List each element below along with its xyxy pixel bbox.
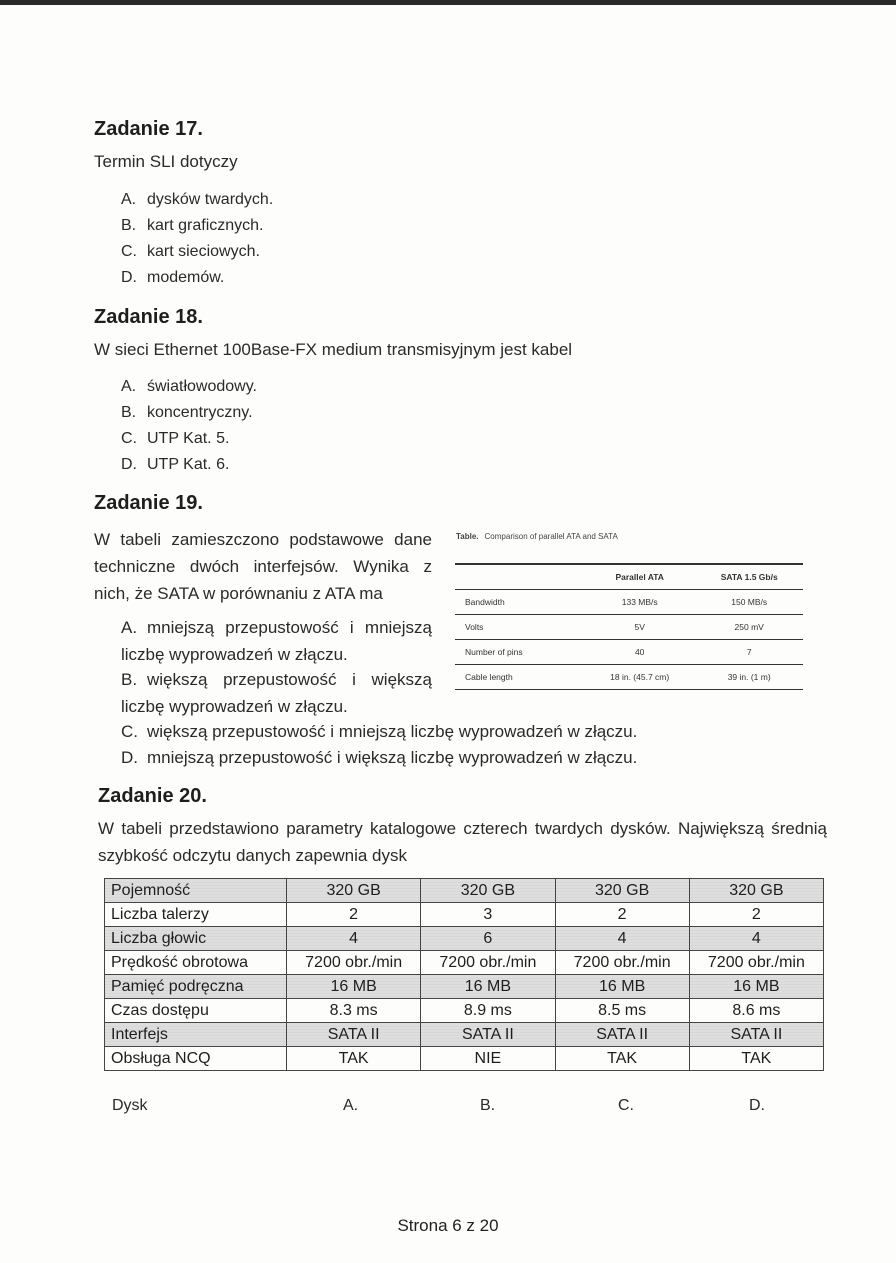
question-20-prompt: W tabeli przedstawiono parametry katalogowe czterech twardych dysków. Największą średnią szybkość odczytu danych zapewnia dysk <box>98 819 827 865</box>
top-border <box>0 0 896 5</box>
disk-parameters-table <box>104 878 824 1071</box>
question-18-prompt: W sieci Ethernet 100Base-FX medium transmisyjnym jest kabel <box>94 340 573 359</box>
option-a[interactable]: A. mniejszą przepustowość i mniejszą liczbę wyprowadzeń w złączu. <box>121 618 432 664</box>
table-row: Czas dostępu 8.3 ms 8.9 ms 8.5 ms 8.6 ms <box>105 999 824 1023</box>
table-row: Interfejs SATA II SATA II SATA II SATA II <box>105 1023 824 1047</box>
option-c[interactable]: C. większą przepustowość i mniejszą liczbę wyprowadzeń w złączu. <box>121 722 638 741</box>
option-d[interactable]: D. modemów. <box>121 269 225 286</box>
option-c[interactable]: C. kart sieciowych. <box>121 243 260 260</box>
question-20-title: Zadanie 20. <box>98 785 207 807</box>
option-b[interactable]: B. większą przepustowość i większą liczbę wyprowadzeń w złączu. <box>121 670 432 716</box>
question-17-prompt: Termin SLI dotyczy <box>94 152 238 171</box>
option-a[interactable]: A. światłowodowy. <box>121 378 257 395</box>
table-row: Cable length 18 in. (45.7 cm) 39 in. (1 m) <box>455 665 803 690</box>
table-row: Obsługa NCQ TAK NIE TAK TAK <box>105 1047 824 1071</box>
option-b[interactable]: B. kart graficznych. <box>121 217 264 234</box>
disk-option-a[interactable]: A. <box>343 1097 359 1114</box>
page-number: Strona 6 z 20 <box>397 1216 499 1235</box>
question-17-title: Zadanie 17. <box>94 118 203 140</box>
disk-row-label: Dysk <box>112 1097 148 1114</box>
table-row: Number of pins 40 7 <box>455 640 803 665</box>
disk-option-b[interactable]: B. <box>480 1097 496 1114</box>
table-row: Liczba talerzy 2 3 2 2 <box>105 903 824 927</box>
table-header-row: Parallel ATA SATA 1.5 Gb/s <box>455 564 803 590</box>
table-row: Liczba głowic 4 6 4 4 <box>105 927 824 951</box>
question-18-options <box>121 374 257 478</box>
option-a[interactable]: A. dysków twardych. <box>121 191 274 208</box>
sata-table-caption: Table. Comparison of parallel ATA and SATA <box>456 532 618 541</box>
table-row: Pojemność 320 GB 320 GB 320 GB 320 GB <box>105 879 824 903</box>
table-row: Volts 5V 250 mV <box>455 615 803 640</box>
option-d[interactable]: D. mniejszą przepustowość i większą liczbę wyprowadzeń w złączu. <box>121 748 638 767</box>
question-19-title: Zadanie 19. <box>94 492 203 514</box>
table-row: Pamięć podręczna 16 MB 16 MB 16 MB 16 MB <box>105 975 824 999</box>
option-c[interactable]: C. UTP Kat. 5. <box>121 430 230 447</box>
disk-option-c[interactable]: C. <box>618 1097 634 1114</box>
question-19-prompt: W tabeli zamieszczono podstawowe dane techniczne dwóch interfejsów. Wynika z nich, że SATA w porównaniu z ATA ma <box>94 530 432 603</box>
question-17-options <box>121 187 273 291</box>
question-18-title: Zadanie 18. <box>94 306 203 328</box>
table-row: Prędkość obrotowa 7200 obr./min 7200 obr./min 7200 obr./min 7200 obr./min <box>105 951 824 975</box>
disk-option-d[interactable]: D. <box>749 1097 765 1114</box>
table-row: Bandwidth 133 MB/s 150 MB/s <box>455 590 803 615</box>
sata-comparison-table <box>455 563 803 690</box>
option-d[interactable]: D. UTP Kat. 6. <box>121 456 230 473</box>
option-b[interactable]: B. koncentryczny. <box>121 404 253 421</box>
